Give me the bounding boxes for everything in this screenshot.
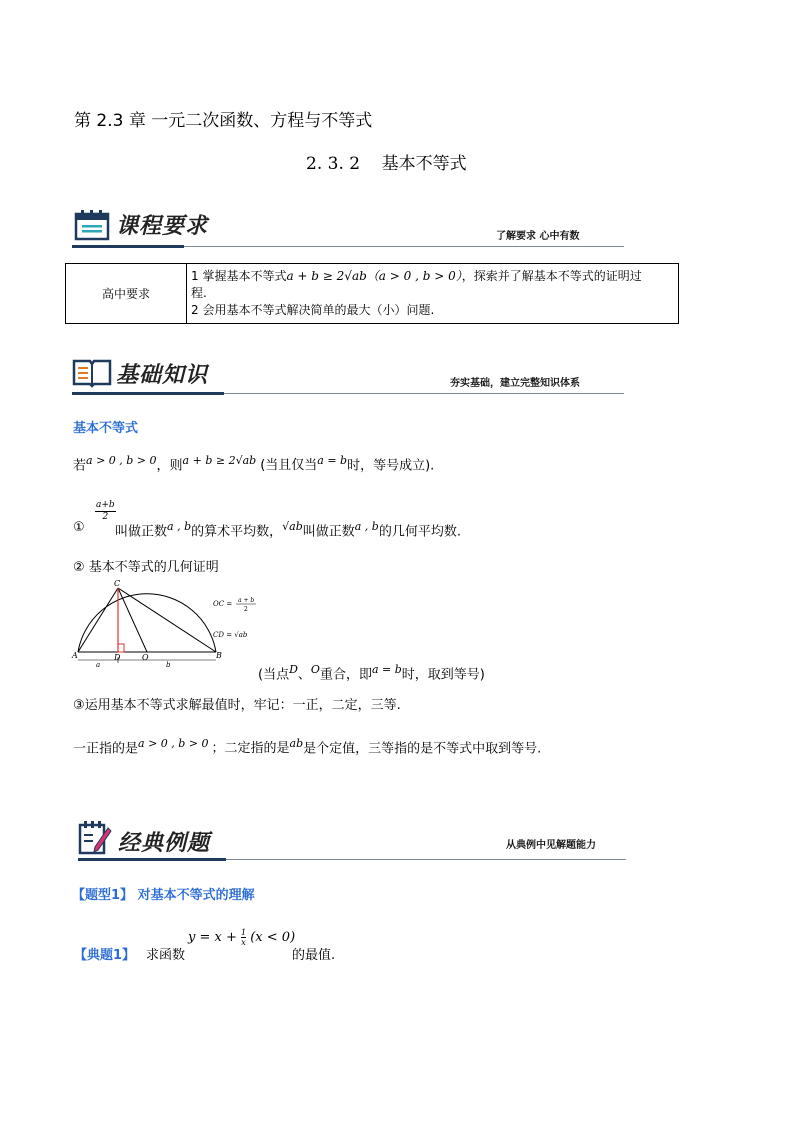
label-a: a [96, 661, 101, 669]
open-book-icon [72, 357, 112, 387]
section-slogan-examples: 从典例中见解题能力 [506, 840, 596, 851]
req-line1-prefix: 1 掌握基本不等式 [191, 269, 287, 283]
example1-suffix: 的最值. [292, 948, 336, 963]
requirements-content [187, 264, 679, 324]
semicircle-proof-figure [70, 579, 270, 669]
section-slogan-basics: 夯实基础，建立完整知识体系 [450, 378, 580, 389]
inequality-statement: 若$^{a > 0 , b > 0}$，则$^{a + b \ge 2√ab}$ (当且仅当$^{a = b}$时，等号成立). [73, 454, 435, 474]
section-banner-requirements [72, 206, 632, 254]
req-line1-math: a + b ≥ 2√ab [286, 269, 367, 283]
section-title-requirements: 课程要求 [116, 214, 209, 239]
req-line1-wrap: 程. [191, 286, 207, 300]
item-min-max-rule: ③运用基本不等式求解最值时，牢记：一正，二定，三等. [73, 698, 401, 713]
requirements-table [65, 263, 679, 324]
type1-heading: 【题型1】 对基本不等式的理解 [72, 888, 255, 903]
chapter-title: 第 2.3 章 一元二次函数、方程与不等式 [74, 111, 373, 131]
req-line2: 2 会用基本不等式解决简单的最大（小）问题. [191, 303, 435, 317]
subheading-basic-inequality: 基本不等式 [73, 421, 139, 436]
example1-label: 【典题1】 [74, 948, 136, 963]
section-banner-examples [78, 818, 638, 864]
calendar-icon [75, 210, 109, 240]
label-C: C [114, 579, 121, 588]
section-slogan-requirements: 了解要求 心中有数 [496, 231, 580, 242]
eq-oc-lhs: OC = [213, 600, 233, 608]
figure-note: (当点$^D$、$^O$重合，即$^{a = b}$时，取到等号) [258, 663, 485, 683]
notebook-pen-icon [78, 820, 112, 856]
section-title-basics: 基础知识 [116, 363, 209, 388]
item-geometric-proof: ② 基本不等式的几何证明 [73, 560, 219, 575]
eq-oc-num: a + b [238, 597, 255, 604]
requirements-label: 高中要求 [66, 264, 187, 324]
section-banner-basics [72, 355, 632, 401]
item-rule-explanation: 一正指的是$^{a > 0 , b > 0}$ ；二定指的是$^{ab}$是个定值，三等指的是不等式中取到等号. [73, 737, 542, 757]
req-line1-cond: （a > 0 , b > 0） [366, 269, 462, 283]
example1-prompt: 求函数 [146, 948, 186, 963]
eq-oc-den: 2 [244, 606, 248, 613]
eq-cd: CD = √ab [213, 631, 248, 639]
section-title: 2. 3. 2 基本不等式 [306, 154, 467, 174]
example1-function: y = x + $\frac{1}{x}$ (x < 0) [188, 928, 296, 947]
label-A: A [72, 651, 78, 660]
label-B: B [216, 651, 222, 660]
section-title-examples: 经典例题 [118, 831, 211, 856]
example1 [74, 928, 394, 964]
label-O: O [142, 653, 149, 662]
label-b: b [166, 661, 171, 669]
req-line1-suffix: ，探索并了解基本不等式的证明过 [461, 269, 642, 283]
label-D: D [114, 653, 121, 662]
